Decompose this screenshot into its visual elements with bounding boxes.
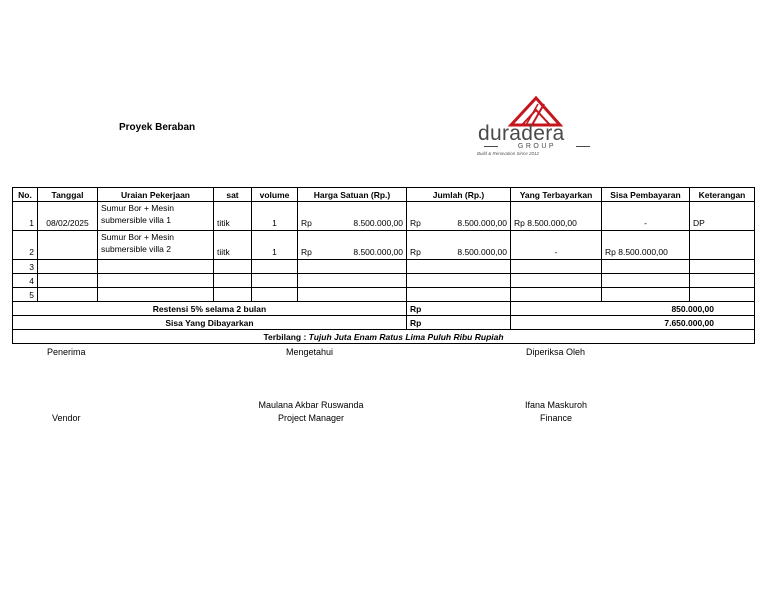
cell-terbayar: - (511, 231, 602, 260)
cell-no: 4 (13, 274, 38, 288)
cell-terbayar: Rp 8.500.000,00 (511, 202, 602, 231)
cell-sat: tiitk (214, 231, 252, 260)
sig-pm-name: Maulana Akbar Ruswanda (258, 400, 364, 410)
sisa-row (13, 316, 755, 330)
currency-label: Rp (301, 218, 312, 228)
logo-tagline: Build & Renovation Since 2012 (477, 151, 540, 156)
table-row (13, 260, 755, 274)
col-header: Keterangan (690, 188, 755, 202)
terbilang-text: Tujuh Juta Enam Ratus Lima Puluh Ribu Rupiah (308, 331, 504, 342)
sisa-currency: Rp (407, 316, 511, 330)
cell-volume: 1 (252, 231, 298, 260)
sig-pm-title: Project Manager (277, 413, 345, 423)
cell-sat: titik (214, 202, 252, 231)
col-header: volume (252, 188, 298, 202)
amount: 8.500.000,00 (353, 218, 403, 228)
sig-penerima-label: Penerima (47, 347, 86, 357)
cell-uraian: Sumur Bor + Mesin submersible villa 2 (98, 231, 214, 260)
sig-mengetahui-label: Mengetahui (286, 347, 334, 357)
cell-no: 2 (13, 231, 38, 260)
sig-finance-title: Finance (539, 413, 573, 423)
cell-keterangan (690, 231, 755, 260)
cell-harga (298, 231, 407, 260)
currency-label: Rp (410, 247, 421, 257)
cell-no: 5 (13, 288, 38, 302)
col-header: Tanggal (38, 188, 98, 202)
terbilang-cell (13, 330, 755, 344)
cell-harga (298, 202, 407, 231)
cell-uraian: Sumur Bor + Mesin submersible villa 1 (98, 202, 214, 231)
sig-finance-name: Ifana Maskuroh (524, 400, 588, 410)
col-header: Yang Terbayarkan (511, 188, 602, 202)
cell-volume: 1 (252, 202, 298, 231)
cell-tanggal (38, 231, 98, 260)
table-row (13, 231, 755, 260)
cell-tanggal: 08/02/2025 (38, 202, 98, 231)
retensi-label: Restensi 5% selama 2 bulan (13, 302, 407, 316)
cell-jumlah (407, 202, 511, 231)
sig-diperiksa-label: Diperiksa Oleh (526, 347, 586, 357)
table-header-row (13, 188, 755, 202)
payment-table (12, 187, 755, 344)
sisa-value: 7.650.000,00 (511, 316, 755, 330)
currency-label: Rp (301, 247, 312, 257)
company-logo (474, 95, 598, 157)
amount: 8.500.000,00 (353, 247, 403, 257)
col-header: Harga Satuan (Rp.) (298, 188, 407, 202)
cell-sisa: Rp 8.500.000,00 (602, 231, 690, 260)
col-header: Jumlah (Rp.) (407, 188, 511, 202)
currency-label: Rp (410, 218, 421, 228)
col-header: Uraian Pekerjaan (98, 188, 214, 202)
logo-wordmark: duradera (478, 122, 565, 145)
cell-jumlah (407, 231, 511, 260)
table-row (13, 288, 755, 302)
col-header: Sisa Pembayaran (602, 188, 690, 202)
col-header: sat (214, 188, 252, 202)
amount: 8.500.000,00 (457, 218, 507, 228)
cell-sisa: - (602, 202, 690, 231)
project-title: Proyek Beraban (119, 122, 196, 133)
cell-no: 3 (13, 260, 38, 274)
col-header: No. (13, 188, 38, 202)
logo-group-label: GROUP (502, 143, 572, 150)
retensi-row (13, 302, 755, 316)
retensi-currency: Rp (407, 302, 511, 316)
amount: 8.500.000,00 (457, 247, 507, 257)
sisa-label: Sisa Yang Dibayarkan (13, 316, 407, 330)
cell-no: 1 (13, 202, 38, 231)
table-row (13, 202, 755, 231)
table-row (13, 274, 755, 288)
terbilang-label: Terbilang : (263, 331, 307, 342)
terbilang-row (13, 330, 755, 344)
sig-vendor-label: Vendor (52, 413, 81, 423)
cell-keterangan: DP (690, 202, 755, 231)
retensi-value: 850.000,00 (511, 302, 755, 316)
